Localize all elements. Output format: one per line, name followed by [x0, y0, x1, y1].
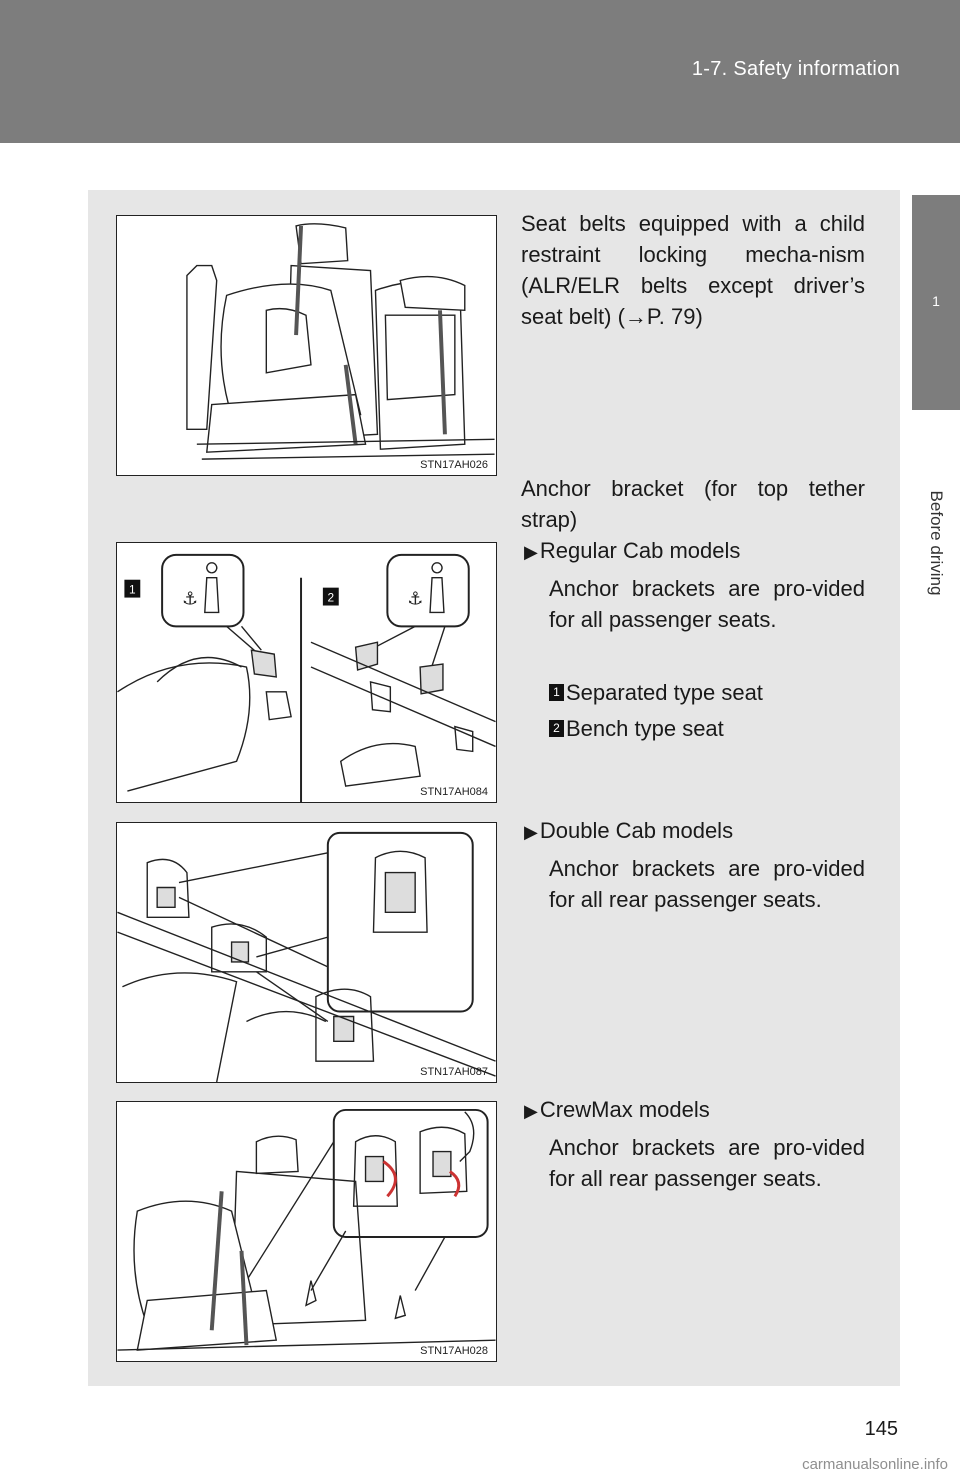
- item-bench-seat: [549, 713, 724, 744]
- bullet-crewmax: ▶CrewMax models: [524, 1097, 710, 1122]
- regular-cab-anchor-illustration: [116, 542, 497, 803]
- svg-text:⚓: ⚓: [181, 588, 198, 610]
- page-number: 145: [864, 1418, 898, 1440]
- item-label: Bench type seat: [566, 716, 724, 741]
- chapter-number: 1: [932, 293, 940, 309]
- chapter-tab[interactable]: [912, 195, 960, 410]
- number-badge: 1: [549, 684, 564, 701]
- page-header: [0, 0, 960, 143]
- label-2: 2: [327, 590, 335, 605]
- svg-text:⚓: ⚓: [407, 588, 424, 610]
- section-title: 1-7. Safety information: [691, 58, 900, 80]
- child-seat-belt-illustration: [116, 215, 497, 476]
- bullet-crewmax-label: CrewMax models: [539, 1097, 710, 1122]
- item-separated-seat: [549, 677, 763, 708]
- double-cab-anchor-illustration: [116, 822, 497, 1083]
- block1-text: Seat belts equipped with a child restraint locking mecha-nism (ALR/ELR belts except driver’s seat belt) (→P. 79): [521, 211, 865, 329]
- bullet-double-cab: ▶Double Cab models: [524, 818, 734, 843]
- bullet-double-cab-label: Double Cab models: [539, 818, 734, 843]
- figure-code: STN17AH028: [420, 1345, 488, 1357]
- bullet-regular-cab-label: Regular Cab models: [539, 538, 741, 563]
- chapter-label: Before driving: [927, 490, 946, 595]
- crewmax-anchor-illustration: [116, 1101, 497, 1362]
- figure-code: STN17AH084: [420, 786, 488, 798]
- crewmax-desc: Anchor brackets are pro-vided for all rear passenger seats.: [549, 1135, 865, 1191]
- double-cab-desc: Anchor brackets are pro-vided for all rear passenger seats.: [549, 856, 865, 912]
- number-badge: 2: [549, 720, 564, 737]
- regular-cab-desc: Anchor brackets are pro-vided for all passenger seats.: [549, 576, 865, 632]
- bullet-regular-cab: ▶Regular Cab models: [524, 538, 741, 563]
- item-label: Separated type seat: [566, 680, 763, 705]
- chapter-label-tab: [912, 410, 960, 675]
- watermark: carmanualsonline.info: [802, 1456, 948, 1473]
- label-1: 1: [129, 582, 136, 597]
- figure-code: STN17AH087: [420, 1066, 488, 1078]
- figure-code: STN17AH026: [420, 459, 488, 471]
- anchor-bracket-heading: Anchor bracket (for top tether strap): [521, 476, 865, 532]
